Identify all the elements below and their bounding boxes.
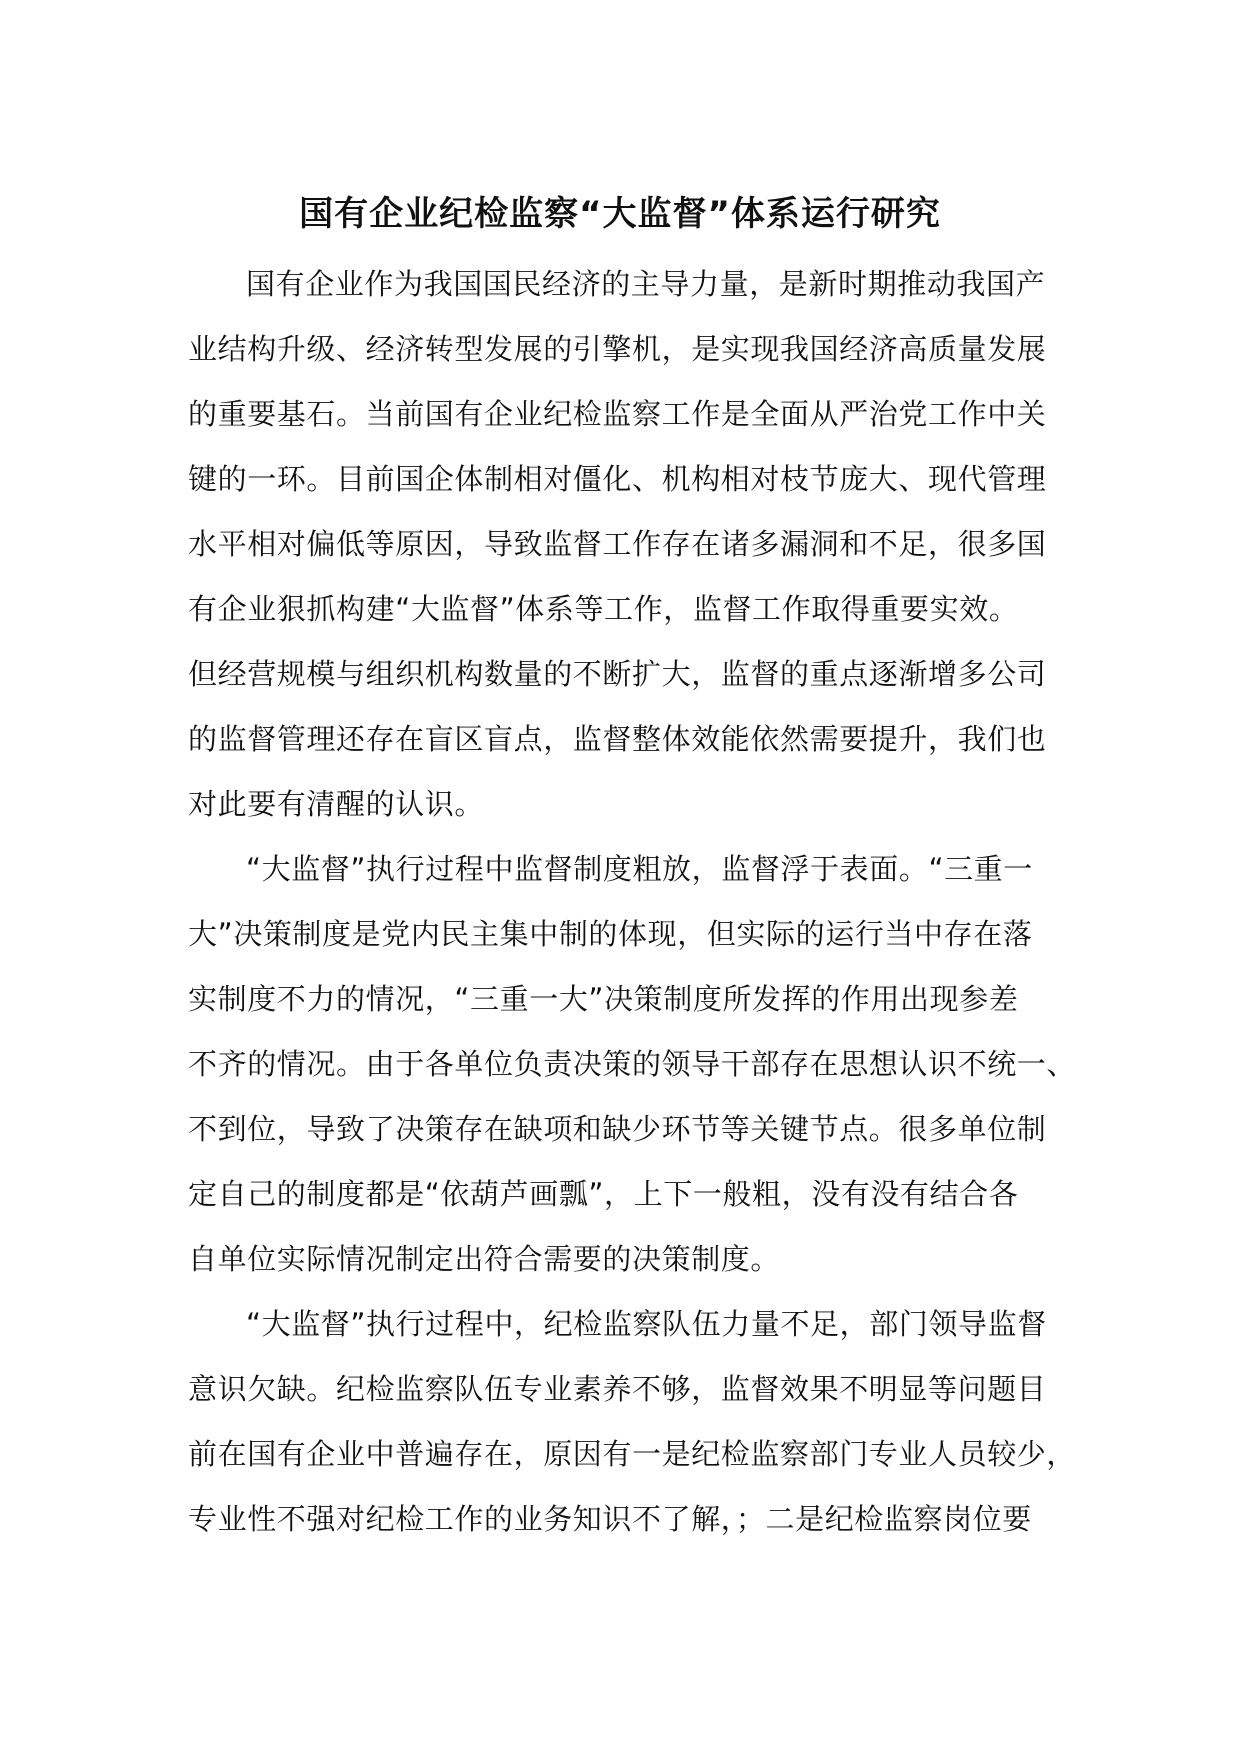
paragraph-1-line-4: 键的一环。目前国企体制相对僵化、机构相对枝节庞大、现代管理 <box>188 462 1047 496</box>
paragraph-2-line-4: 不齐的情况。由于各单位负责决策的领导干部存在思想认识不统一、 <box>188 1047 1077 1081</box>
paragraph-1-line-7: 但经营规模与组织机构数量的不断扩大，监督的重点逐渐增多公司 <box>188 657 1047 691</box>
paragraph-2-line-5: 不到位，导致了决策存在缺项和缺少环节等关键节点。很多单位制 <box>188 1112 1047 1146</box>
paragraph-1-line-1: 国有企业作为我国国民经济的主导力量，是新时期推动我国产 <box>246 267 1046 301</box>
paragraph-1-line-3: 的重要基石。当前国有企业纪检监察工作是全面从严治党工作中关 <box>188 397 1047 431</box>
paragraph-1-line-6: 有企业狠抓构建“大监督”体系等工作，监督工作取得重要实效。 <box>188 592 1019 626</box>
paragraph-2-line-1: “大监督”执行过程中监督制度粗放，监督浮于表面。“三重一 <box>246 852 1033 886</box>
paragraph-2-line-6: 定自己的制度都是“依葫芦画瓢”，上下一般粗，没有没有结合各 <box>188 1177 1019 1211</box>
paragraph-1-line-2: 业结构升级、经济转型发展的引擎机，是实现我国经济高质量发展 <box>188 332 1047 366</box>
paragraph-1-line-8: 的监督管理还存在盲区盲点，监督整体效能依然需要提升，我们也 <box>188 722 1047 756</box>
document-body <box>188 252 1077 1552</box>
paragraph-3-line-3: 前在国有企业中普遍存在，原因有一是纪检监察部门专业人员较少， <box>188 1437 1077 1471</box>
paragraph-2-line-7: 自单位实际情况制定出符合需要的决策制度。 <box>188 1242 781 1276</box>
paragraph-2-line-2: 大”决策制度是党内民主集中制的体现，但实际的运行当中存在落 <box>188 917 1033 951</box>
paragraph-3-line-2: 意识欠缺。纪检监察队伍专业素养不够，监督效果不明显等问题目 <box>188 1372 1047 1406</box>
document-title: 国有企业纪检监察“大监督”体系运行研究 <box>299 194 941 234</box>
paragraph-1-line-9: 对此要有清醒的认识。 <box>188 787 485 821</box>
paragraph-2-line-3: 实制度不力的情况，“三重一大”决策制度所发挥的作用出现参差 <box>188 982 1019 1016</box>
paragraph-3-line-4: 专业性不强对纪检工作的业务知识不了解，；二是纪检监察岗位要 <box>188 1502 1032 1536</box>
paragraph-1-line-5: 水平相对偏低等原因，导致监督工作存在诸多漏洞和不足，很多国 <box>188 527 1047 561</box>
paragraph-3-line-1: “大监督”执行过程中，纪检监察队伍力量不足，部门领导监督 <box>246 1307 1047 1341</box>
